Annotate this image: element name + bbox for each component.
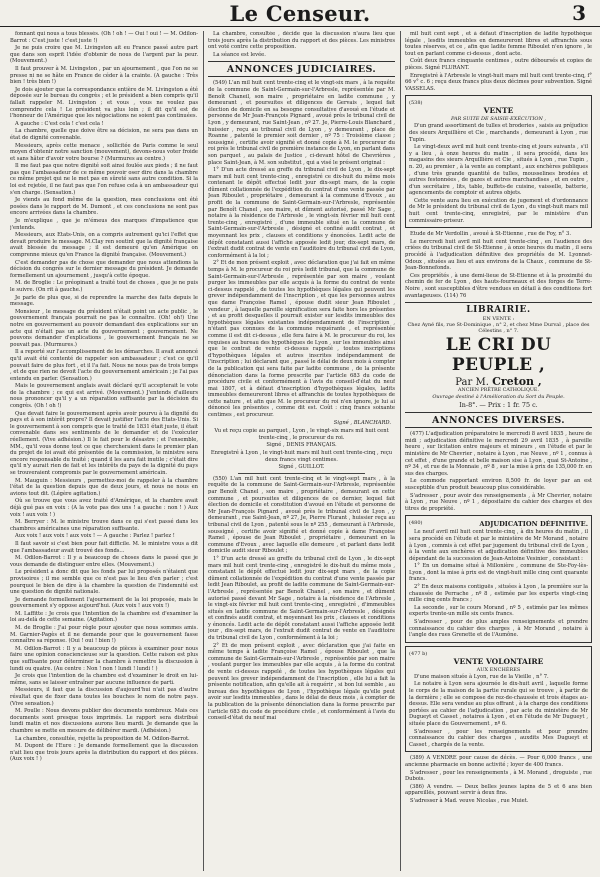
sale-paragraph: Le vingt-deux avril mil huit cent trente-cinq et jours suivants , s'il y a lieu , à onze heures du matin , il sera procédé, dans les magasins des sieurs Arquillière et Cie , situés à Lyon , rue Tupin , n. 20, au premier , à la vente au comptant , aux enchères publiques , d'une très grande quantité de tulles, mousselines brodées et autres festonnées , de gazes et autres marchandises , et en outre , d'un secrétaire , lits, table, buffets-de cuisine, vaisselle, batterie, agencements de comptoir et autres objets. — [409, 144, 588, 197]
debate-paragraph: Que devait faire le gouvernement après avoir pourvu à la dignité du pays et à son intérêt propre? Il devait justifier l'acte des Etats-Unis. Si le gouvernement à son compris que le traité de 1831 était juste, il était convenable dans ses sentiments de le demander et de l'exécuter réellement. (Vive adhésion.) Il le fait pour le désastre ; et l'ensemble, MM., qu'il vous donne tout ce que chercheraient dans le premier plan du projet de loi avait été présentée de la commission, le ministre sera encore responsable du traité ; quand il les aura fait inutile ; c'était dire qu'il n'y aurait rien de fait et les intérêts du pays de la dignité du pays se trouveraient compromis par le gouvernement américain. — [10, 410, 198, 476]
notice-footer-line: Signé , DENIS FRANÇAIS. — [266, 442, 337, 449]
sale-paragraph: Le notaire à Lyon sera ajournée le dix-huit avril , laquelle forme le corps de la maison de la partie rurale qui se trouve , à partir de la dernière ; elle se compose de rez-de-chaussée et trois étages au-dessus. Elle sera vendue au plus offrant , à la charge des conditions portées au cahier de l'adjudication , par acte du ministère de Mr Dugueyt et Casset , notaires à Lyon , et en l'étude de Mr Dugueyt , située place du Gouvernement , nº 6. — [409, 681, 588, 727]
legal-notice-paragraph: Coût deux francs cinquante centimes , outre déboursés et copies de pièces. Signé FLURANT. — [405, 58, 592, 71]
notice-footer-line: Vu et reçu copie au parquet , Lyon , le vingt-six mars mil huit cent trente-cinq , le procureur du roi. — [214, 428, 389, 441]
notice-number: (477 b) — [409, 650, 428, 657]
debate-paragraph: La chambre, consultée, rejette la proposition de M. Odilon-Barrot. — [15, 735, 190, 742]
sale-paragraph: S'adresser , pour les renseignements et pour prendre connaissance du cahier des charges , auxdits Mes Dugueyt et Casset , chargés de la vente. — [409, 728, 588, 748]
debate-paragraph: Où se trouve que vous avez traité d'Amérique, et la chambre avait déjà gué pas en voix : (A la vote pas des uns ! a gauche : non ! ) Aux voix ! aux voix ! ) — [10, 498, 198, 518]
debate-paragraph: Il faut prouver à M. Livingston , par un ajournement , que l'on ne se presse ni ne se hâte en France de céder à la crainte. (A gauche : Très bien ! très bien !) — [10, 65, 198, 86]
adjudication-paragraph: Le neuf avril mil huit cent trente-cinq , à dix heures du matin , il sera procédé en l'étude et par le ministère de Mr Morand , notaire à Lyon , commis à cet effet par jugement du tribunal civil de Lyon , à la vente aux enchères et adjudication définitive des immeubles dépendant de la succession de Jean-Antoine Vesinier , consistant : — [409, 529, 588, 562]
sale-paragraph: Ces propriétés , à une demi-lieue de St-Etienne et à la proximité du chemin de fer de Lyon , des hauts-fourneaux et des forges de Terre-Noire , sont susceptibles d'être vendues en détail à des conditions fort avantageuses. (114) 76 — [405, 272, 592, 299]
debate-paragraph: Je m'explique , que je m'émeus des marques d'impatience que j'entends. — [10, 218, 198, 231]
column-rule — [400, 31, 401, 871]
announcement-paragraph: (477) L'adjudication préparatoire le mercredi 8 avril 1835 , heure de midi ; adjudication définitive le mercredi 29 avril 1835 , à pareille heure , sur licitation entre majeurs et mineurs , en l'étude et par le ministère de Mr Chevrier , notaire à Lyon , rue Neuve , nº 1 , connus à cet effet , d'une grande et belle maison sise à Lyon , quai St-Antoine , nº 34 , et rue de la Monnaie , nº 8 , sur la mise à prix de 135,000 fr. en sus des charges. — [405, 431, 592, 477]
column-rule — [203, 31, 204, 871]
column-2 — [208, 31, 395, 871]
book-price: In-8°. — Prix : 1 fr. 75 c. — [459, 401, 538, 410]
notice-signature: Signé , BLANCHARD. — [333, 419, 391, 426]
adjudication-paragraph: 1° En un domaine situé à Millonière , commune de Ste-Foy-lès-Lyon , dont la mise à prix est de vingt-huit mille cinq cent quarante francs. — [409, 563, 588, 583]
section-title-annonces-diverses: ANNONCES DIVERSES. — [405, 412, 592, 428]
adjudication-paragraph: La seconde , sur le cours Morand , nº 5 , estimée par les mêmes experts trente-un mille six cents francs. — [409, 604, 588, 618]
debate-paragraph: Messieurs, il faut que la discussion d'aujourd'hui n'ait pas d'autre résultat que de fixer dans toutes les bouches le nom de notre pays. (Vive sensation.) — [10, 687, 198, 707]
sale-paragraph: D'une maison située à Lyon, rue de la Vieille , n° 7. — [414, 673, 549, 680]
legal-notice-paragraph: 1° D'un acte dressé au greffe du tribunal civil de Lyon , le dix-sept mars mil huit cent trente-cinq , enregistré le dix-huit du même mois , constatant le dépôt effectué ledit jour dix-sept mars , de la copie dûment collationnée de l'expédition du contrat d'une vente passée par ledit Jean Riboulet, au profit de ladite commune de Saint-Germain-sur-l'Arbresle , représentée par Benoît Chanel , son maire , et dûment autorisé passé devant Mr Sage , notaire à la résidence de l'Arbresle , le vingt-six février mil huit cent trente-cinq , enregistré , d'immeubles situés en ladite commune de Saint-Germain-sur-l'Arbresle , désignés et confinés audit contrat, et moyennant les prix , clauses et conditions y énoncés. Ledit acte de dépôt constatant aussi l'affiche apposée ledit jour , dix-sept mars, de l'extrait dudit contrat de vente en l'auditoire du tribunal civil de Lyon , conformément à la loi ; — [208, 555, 395, 642]
divider — [405, 302, 592, 303]
column-3 — [405, 31, 592, 871]
author-name: Creton , — [492, 375, 542, 389]
report-paragraph: La chambre, consultée , décide que la discussion n'aura lieu que trois jours après la distribution du rapport et des pièces. Les ministres ont voté contre cette proposition. — [208, 31, 395, 51]
notice-subheading: AUX ENCHÈRES — [476, 666, 521, 673]
debate-paragraph: La chambre, quelle que doive être sa décision, ne sera pas dans un état de dignité convenable. — [10, 128, 198, 141]
debate-paragraph: fonnant qui nous a tous blessés. (Oh ! oh ! — Oui ! oui ! — M. Odilon-Barrot : C'est juste ! c'est juste !) — [10, 31, 198, 44]
notice-heading: ADJUDICATION DÉFINITIVE. — [479, 520, 588, 529]
legal-notice-paragraph: 1° D'un acte dressé au greffe du tribunal civil de Lyon , le dix-sept mars mil huit cent trente-cinq , enregistré ce dix-huit du même mois contenant le dépôt effectué ledit jour dix-sept mars, de la copie dûment collationnée de l'expédition du contrat d'une vente passée par Jean Riboulet , propriétaire , demeurant à la commune d'Evoux , au profit de la commune de Saint-Germain-sur-l'Arbresle, représentée par Benoît Chanel , son maire, et dûment autorisé, passé Mr Sage , notaire à la résidence de l'Arbresle , le vingt-six février mil huit cent trente-cinq , enregistré , d'une immeuble situé en la commune de Saint-Germain-sur-l'Arbresle , désigné et confiné audit contrat , et moyennant les prix , clauses et conditions y énoncées. Ledit acte de dépôt constatant aussi l'affiche apposée ledit jour, dix-sept mars, de l'extrait dudit contrat de vente en l'auditoire du tribunal civil de Lyon, conformément à la loi ; — [208, 167, 395, 259]
notice-footer-line: Signé , GUILLOT. — [278, 464, 325, 471]
debate-paragraph: Je viends au fond même de la question, mes conclusions ont été posées dans le rapport de M. Dumont , et ces conclusions ne sont pas encore arrivées dans la chambre. — [10, 197, 198, 217]
column-1 — [10, 31, 198, 871]
book-title: LE CRI DU PEUPLE , — [445, 335, 552, 376]
librairie-heading: LIBRAIRIE. — [466, 305, 531, 316]
section-title-annonces-judiciaires: ANNONCES JUDICIAIRES. — [208, 61, 395, 77]
debate-paragraph: C'est demander pas de chose que demander que nous attendions la décision du congrès sur le dernier message du président. Je demande formellement un ajournement , jusqu'à cette époque. — [10, 259, 198, 279]
en-vente-label: EN VENTE : — [482, 316, 515, 323]
debate-paragraph: Monsieur , le message du président n'était point un acte public , le gouvernement français pourrait ne pas le connaître. (Oh! oh!) Une notre en gouvernement au pouvoir demandant des explications sur un acte qui n'était pas un acte du gouvernement ; gouvernement. Ne pouvons demander d'explications , le gouvernement français ne se pouvait pas. (Murmures.) — [10, 308, 198, 348]
legal-notice-paragraph: 2° Et de mon présent exploit , avec déclaration que j'ai faite en même temps à ladite Françoise Ramel , épouse Riboulet , que la commune de Saint-Germain-sur-l'Arbresle , représentée par son maire , voulant purger les immeubles par elle acquis , à la forme du contrat de vente ci-dessus rappelé , de toutes les hypothèques légales qui peuvent les grever indépendamment de l'inscription , elle lui a fait la présente notification, afin qu'elle ait à requérir , si bon lui semble , au bureau des hypothèques de Lyon , l'hypothèque légale qu'elle peut avoir sur lesdits immeubles , dans le délai de deux mois , à compter de la publication de la présente dénonciation dans la forme prescrite par l'article 683 du code de procédure civile , et conformément à l'avis du conseil-d'état du neuf mai — [208, 642, 395, 722]
announcement-paragraph: Le commode rapportant environ 8,500 fr. de loyer par an est susceptible d'un produit beaucoup plus considérable. — [405, 478, 592, 491]
notice-subheading: PAR SUITE DE SAISIE-EXÉCUTION , — [450, 116, 546, 123]
debate-paragraph: Aux voix ! aux voix ! aux voix ! — A gauche : Parlez ! parlez ! — [15, 533, 175, 540]
sale-paragraph: Le mercredi huit avril mil huit cent trente-cinq , en l'audience des criées du tribunal civil de St-Etienne , à onze heures du matin , il sera procédé à l'adjudication définitive des propriétés de M. Lyonnet-Odoux , situées au lieu et aux environs de la Chaux , commune de St-Jean-Bonnefonds. — [405, 238, 592, 272]
adjudication-paragraph: 2° En deux maisons contiguës , situées à Lyon , la première sur la chaussée de Perrache , nº 8 , estimée par les experts vingt-cinq mille cinq cents francs ; — [409, 584, 588, 604]
debate-paragraph: Je crois que l'intention de la chambre est d'examiner le droit en lui-même, sans se laisser entraîner par aucune influence de parti. — [10, 673, 198, 686]
debate-paragraph: Je demande formellement l'ajournement de la loi proposée, mais le gouvernement s'y oppose aujourd'hui. (Aux voix ! aux voix !) — [10, 596, 198, 610]
debate-paragraph: Je parle de plus que, si de reprendre la marche des faits depuis le message. — [10, 294, 198, 308]
debate-paragraph: M. Odilon-Barrot : Il y a beaucoup de pièces à examiner pour nous faire une opinion consciencieuse sur la question. Cette raison est plus que suffisante pour déterminer la chambre à remettre la discussion à lundi ou quatre. (Au centre : Non ! non ! lundi ! lundi ! ) — [10, 645, 198, 672]
debate-paragraph: M. Odilon-Barrot : Il y a beaucoup de choses dans le passé que je vous demande de distinguer entre elles. (Mouvement.) — [10, 555, 198, 568]
vente-saisie-notice — [405, 95, 592, 228]
debate-paragraph: M. de Broglie : J'ai pour règle pour ajouter que nous sommes amis. M. Garnier-Pagès et il ne demande pour que le gouvernement fasse connaître sa réponse. (Oui ! oui ! bien !) — [10, 625, 198, 645]
notice-footer-line: Enregistré à Lyon , le vingt-huit mars mil huit cent trente-cinq , reçu deux francs vingt centimes. — [210, 450, 393, 463]
announcement-paragraph: S'adresser , pour avoir des renseignements , à Mr Chevrier, notaire à Lyon , rue Neuve , nº 1 , dépositaire du cahier des charges et des titres de propriété. — [405, 492, 592, 512]
debate-paragraph: M. Mauguin : Messieurs , permettez-moi de rappeler à la chambre l'état de la question depuis que de deux jours, et nous ne nous en avions tout dit. (Légère agitation.) — [10, 477, 198, 497]
debate-paragraph: Il me faut pas que notre dignité soit ainsi foulée aux pieds ; il ne faut pas que l'ambassadeur de ce même pouvoir oser dire dans la chambre ce même projet qui ne le met pas en sûreté sans autre condition. Si la loi est rejetée, il ne faut pas que l'on refuse cela à un ambassadeur qui s'en charge. (Sensation.) — [10, 163, 198, 196]
adjudication-paragraph: S'adresser , pour de plus amples renseignements et prendre connaissance du cahier des charges , à Mr Morand , notaire à l'angle des rues Grenette et de l'Aumône. — [409, 619, 588, 639]
small-ad-paragraph: (386) A vendre. — Deux belles jeunes lapins de 5 et 6 ans bien appareillés, pouvant servir à deux fins. — [405, 783, 592, 797]
debate-paragraph: Il a reporté sur l'accomplissement de les démarches. Il avait annoncé qu'il avait été contenté de rappeler son ambassadeur ; c'est ce qu'il pouvait faire de plus fort , et il l'a fait. Nous ne nous pas de trois temps , et de que rien ne devoit l'acte du gouvernement américain ; je l'ai pas entendu en parler. (Sensation.) — [10, 349, 198, 382]
sale-paragraph: D'un grand assortiment de tulles et broderies , saisis au préjudice des sieurs Arquillière et Cie , marchands , demeurant à Lyon , rue Tupin. — [409, 123, 588, 143]
vente-volontaire-notice — [405, 646, 592, 753]
book-subtitle: Ouvrage destiné à l'Amélioration du Sort du Peuple. — [432, 394, 565, 401]
legal-notice-paragraph: Enregistré à l'Arbresle le vingt-huit mars mil huit cent trente-cinq, f° 66 v° c. 6 ; reçu deux francs plus deux décimes pour subvention. Signé VASSELAS. — [405, 72, 592, 92]
author-prefix: Par M. — [455, 377, 489, 389]
legal-notice-paragraph: mil huit cent sept , et à défaut d'inscription de ladite hypothèque légale , lesdits immeubles en demeureront libres et affranchis sous toutes réserves, et ce , afin que ladite femme Riboulet n'en ignore , le tout en parlant comme ci-dessus , dont acte. — [405, 31, 592, 57]
masthead — [0, 0, 600, 27]
notice-number: (480) — [409, 520, 423, 527]
small-ad-paragraph: (389) A VENDRE pour cause de décès. — Pour 6,000 francs , une ancienne pharmacie en bonne activité ; loyer de 400 francs. — [405, 755, 592, 768]
notice-heading: VENTE VOLONTAIRE — [453, 656, 544, 666]
divider — [238, 473, 365, 474]
debate-paragraph: Je ne puis croire que M. Livingston ait eu France passé autre part que dans son esprit l'idée d'obtenir de nous de l'argent par la peur. (Mouvement.) — [10, 45, 198, 65]
debate-paragraph: Messieurs, après cette menace , sollicitée de Paris comme le seul moyen d'obtenir notre sanction (mouvement), devons-nous voter froide et sans hâter d'avoir votre bourse ? (Murmures au centre.) — [10, 142, 198, 162]
debate-paragraph: Messieurs, aux Etats-Unis, on a compris autrement qu'ici l'effet que devait produire le message. M.Clay ren soutint que la dignité française avait blessée du message ; il est demeuré qu'en Amérique on comprenne mieux qu'en France la dignité française. (Mouvement.) — [10, 232, 198, 258]
debate-paragraph: Il faut savoir si c'est bien pour fait difficile. M. le ministre vous a dit que l'ambassadeur avait trouvé des fonds... — [10, 540, 198, 554]
debate-paragraph: M. Dupont de l'Eure : Je demande formellement que la discussion n'ait lieu que trois jours après la distribution du rapport et des pièces. (Aux voix ! ) — [10, 743, 198, 763]
notice-number: (538) — [409, 100, 423, 107]
adjudication-notice — [405, 515, 592, 643]
small-ad-paragraph: S'adresser , pour les renseignements , à M. Morand , droguiste , rue Dubois. — [405, 769, 592, 783]
sale-paragraph: Etude de Mr Verdollin , avoué à St-Etienne , rue de Foy, n° 3. — [410, 231, 571, 238]
legal-notice-paragraph: (550) L'an mil huit cent trente-cinq et le vingt-sept mars , à la requête de la commune de Saint-Germain-sur-l'Arbresle, représentée par Benoît Chanel , son maire , propriétaire , demeurant en cette commune , et poursuites et diligences de ce dernier, lequel fait élection de domicile et constitution d'avoué en l'étude et personne de Mr Jean-François Pignard , avoué près le tribunal civil de Lyon , y demeurant , rue Saint-Jean, nº 27, Je, Pierre Flurant , huissier reçu au tribunal civil de Lyon , patenté sous le nº 255 , demeurant à l'Arbresle, soussigné , certifie avoir signifié et donné copie à dame Françoise Ramel , épouse de Jean Riboulet , propriétaire , demeurant en la commune d'Evoux , avec laquelle elle demeure , et parlant dans ledit domicile audit sieur Riboulet ; — [208, 475, 395, 555]
author-description: ANCIEN PRÊTRE CATHOLIQUE. — [458, 388, 539, 394]
sale-paragraph: Cette vente aura lieu en exécution de jugement et d'ordonnance de Mr le président du tribunal civil de Lyon , du vingt-huit mars mil huit cent trente-cinq, enregistré, par le ministère d'un commissaire-priseur. — [409, 197, 588, 224]
debate-paragraph: A gauche : C'est cela ! c'est cela ! — [15, 120, 104, 127]
notice-heading: VENTE — [483, 106, 514, 116]
debate-paragraph: Je dois ajouter que la correspondance entière de M. Livingston a été déposée sur le bureau du congrès ; et le président a bien compris qu'il fallait rappeler M. Livingston ; et vous , vous ne voulez pas comprendre cela ! Le président va plus loin ; il dit qu'il est de l'honneur de l'Amérique que les négociations ne soient pas continuées. — [10, 86, 198, 120]
legal-notice-paragraph: (549) L'an mil huit cent trente-cinq et le vingt-six mars , à la requête de la commune de Saint-Germain-sur-l'Arbresle, représentée par M. Benoît Chaneil, son maire , propriétaire en ladite commune , y demeurant , et poursuites et diligences de Gervais , lequel fait élection de domicile en sa besogne consultative d'avoué en l'étude et personne de Mr Jean-François Pignard , avoué près le tribunal civil de Lyon , y demeurant, rue Saint-Jean , nº 27. Je, Pierre-Louis Blanchard , huissier , reçu au tribunal civil de Lyon , y demeurant , place de Roanne , patenté le premier soit dernier , nº 75 : Troisième classe ; soussigné , certifie avoir signifié et donné copie à M. le procureur du roi près le tribunal civil de première instance de Lyon, en parlant dans son parquet , au palais de Justice , ci-devant hôtel de Chevrières , place Saint-Jean, à M. son substitut , qui a visé le présent original : — [208, 80, 395, 166]
legal-notice-paragraph: 2° Et de mon présent exploit , avec déclaration que j'ai fait en même temps à M. le procureur du roi près ledit tribunal, que la commune de Saint-Germain-sur-l'Arbresle , représentée par son maire , voulant purger les immeubles par elle acquis à la forme du contrat de vente ci-dessus rappelé , de toutes les hypothèques légales qui peuvent les grever indépendamment de l'inscription , et que les personnes autres que dame Françoise Ramel , épouse dudit sieur Jean Riboulet , vendeur , à laquelle pareille signification sera faite hors les présentes , et au profit desquelles il pourrait exister sur lesdits immeubles des hypothèques légales existantes indépendamment de l'inscription , n'étant pas connues de la commune requérante , et représentée comme il est dit ci-dessus , elle fera faire à M. le procureur du roi, les requises au bureau des hypothèques de Lyon , sur les immeubles ainsi que le contrat de vente ci-dessus rappelé , toutes inscriptions d'hypothèques légales et autres inscrites indépendamment de l'inscription ; lui déclarant que , passé le délai de deux mois à compter de la publication qui sera faite par ladite commune , de la présente dénonciation dans la forme prescrite par l'article 683 du code de procédure civile et conformément à l'avis du conseil-d'état du neuf mai 1807, et à défaut d'inscription d'hypothèques légales, ladits immeubles demeureront libres et affranchis de toutes hypothèques de cette nature , et afin que M. le procureur du roi n'en ignore, je lui ai dénoncé les présentes , comme dit est. Coût : cinq francs soixante centimes , est procureur. — [208, 260, 395, 419]
debate-paragraph: M. de Broglie : Le préopinant a traité tout de choses , que je ne puis le suivre. (On rit à gauche.) — [10, 280, 198, 293]
book-author — [405, 375, 592, 388]
report-paragraph: La séance est levée. — [213, 51, 266, 58]
newspaper-title: Le Censeur. — [229, 1, 371, 26]
debate-paragraph: M. Poulle : Nous devons publier des documents nombreux. Mais ces documents sont presque tous imprimés. Le rapport sera distribué lundi matin et nos discussions aurons lieu mardi. Je demande que la chambre se mette en mesure de délibérer mardi. (Adhésion.) — [10, 708, 198, 734]
debate-paragraph: M. Berryer : M. le ministre trouve dans ce qui s'est passé dans les chambres américaines une réparation suffisante. — [10, 519, 198, 532]
bookseller-address: Chez Ayné fils, rue St-Dominique , n° 2, et chez Mme Durval , place des Célestins , n° 7. — [407, 322, 590, 335]
debate-paragraph: Le président a donc dit que les fonds par lui proposés n'étaient que provisoires ; il me semble que ce n'est pas le lieu d'en parler ; c'est pourquoi le bien de dire à la chambre la question de l'indemnité est une question de dignité nationale. — [10, 569, 198, 596]
debate-paragraph: Mais le gouvernement anglais avait déclaré qu'il accepterait le vote de la chambre ; ce qui est arrivé. (Mouvement.) J'entends d'ailleurs nous prononcer qu'il y a un réparation suffisante par la décision du congrès. (Oh ! oh !) — [10, 383, 198, 410]
debate-paragraph: M. Laffitte : Je crois que l'intention de la chambre est d'examiner la loi au-delà de cette semaine. (Agitation.) — [10, 610, 198, 624]
page-number: 3 — [572, 1, 586, 25]
small-ad-paragraph: S'adresser à Mad. veuve Nicolas , rue Muiet. — [410, 797, 529, 804]
